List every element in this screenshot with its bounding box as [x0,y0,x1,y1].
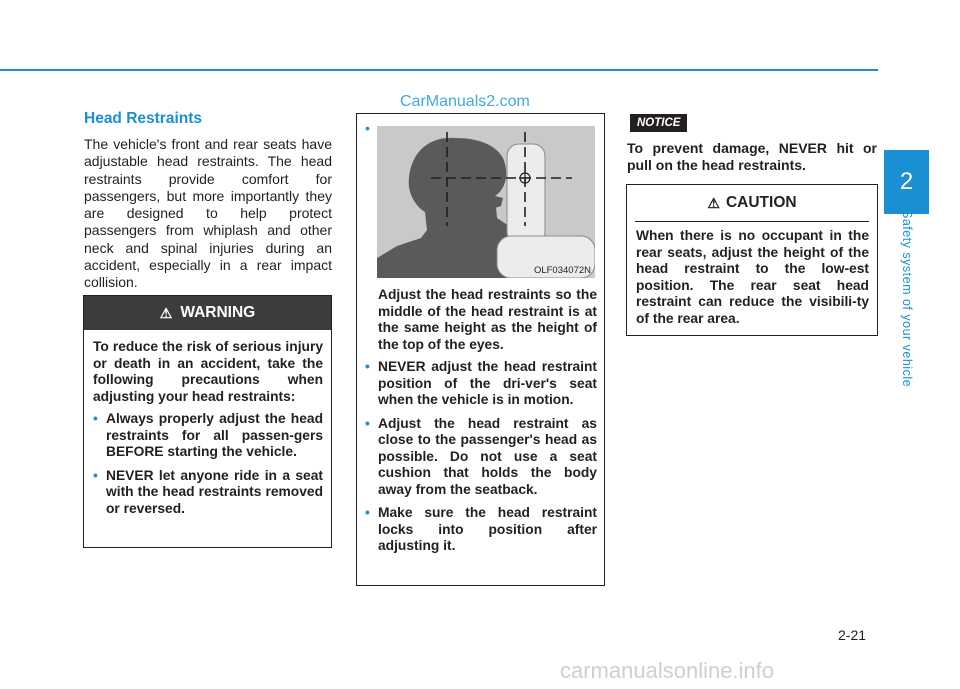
warning-body [84,330,331,517]
continued-bullet-text: Adjust the head restraints so the middle of the head restraint is at the same height as the height of the top of the eyes. [378,287,597,352]
warning-item: • NEVER let anyone ride in a seat with the head restraints removed or reversed. [93,468,323,518]
head-restraint-illustration [377,126,595,278]
precaution-item: • NEVER adjust the head restraint position of the dri-ver's seat when the vehicle is in motion. [365,359,597,409]
section-title: Head Restraints [84,110,203,127]
figure-code: OLF034072N [533,265,591,276]
caution-box [626,184,878,336]
watermark-top: CarManuals2.com [400,93,530,110]
warning-item: • Always properly adjust the head restraints for all passen-gers BEFORE starting the vehicle. [93,411,323,461]
precautions-list [365,359,597,555]
warning-box [83,295,332,548]
header-rule [0,69,878,71]
bullet-marker: • [365,120,370,136]
caution-label: CAUTION [725,194,797,211]
notice-text: To prevent damage, NEVER hit or pull on the head restraints. [627,140,877,173]
precautions-continued-text [365,287,597,562]
warning-list [93,411,323,517]
head-restraint-figure [377,126,595,278]
warning-label: WARNING [180,304,256,321]
caution-text: When there is no occupant in the rear seats, adjust the height of the head restraint to the low-est position. The rear seat head restraint can reduce the visibili-ty of the rear area. [636,228,869,326]
caution-triangle-icon: ⚠ [707,194,720,211]
precaution-item: • Adjust the head restraint as close to the passenger's head as possible. Do not use a seat cushion that holds the body away from the seatback. [365,416,597,499]
warning-triangle-icon: ⚠ [159,304,173,321]
notice-badge: NOTICE [630,114,687,132]
precaution-item: • Make sure the head restraint locks into position after adjusting it. [365,505,597,555]
caution-header [627,185,877,221]
watermark-bottom: carmanualsonline.info [560,658,775,683]
warning-lead: To reduce the risk of serious injury or death in an accident, take the following precautions when adjusting your head restraints: [93,339,323,404]
warning-header [84,296,331,330]
page-number: 2-21 [838,627,867,643]
chapter-number: 2 [884,150,929,214]
intro-paragraph: The vehicle's front and rear seats have adjustable head restraints. The head restraints provide comfort for passengers, but more importantly they are designed to help protect passengers from whiplash and other neck and spinal injuries during an accident, especially in a rear impact collision. [84,136,332,291]
chapter-title: Safety system of your vehicle [900,210,914,388]
